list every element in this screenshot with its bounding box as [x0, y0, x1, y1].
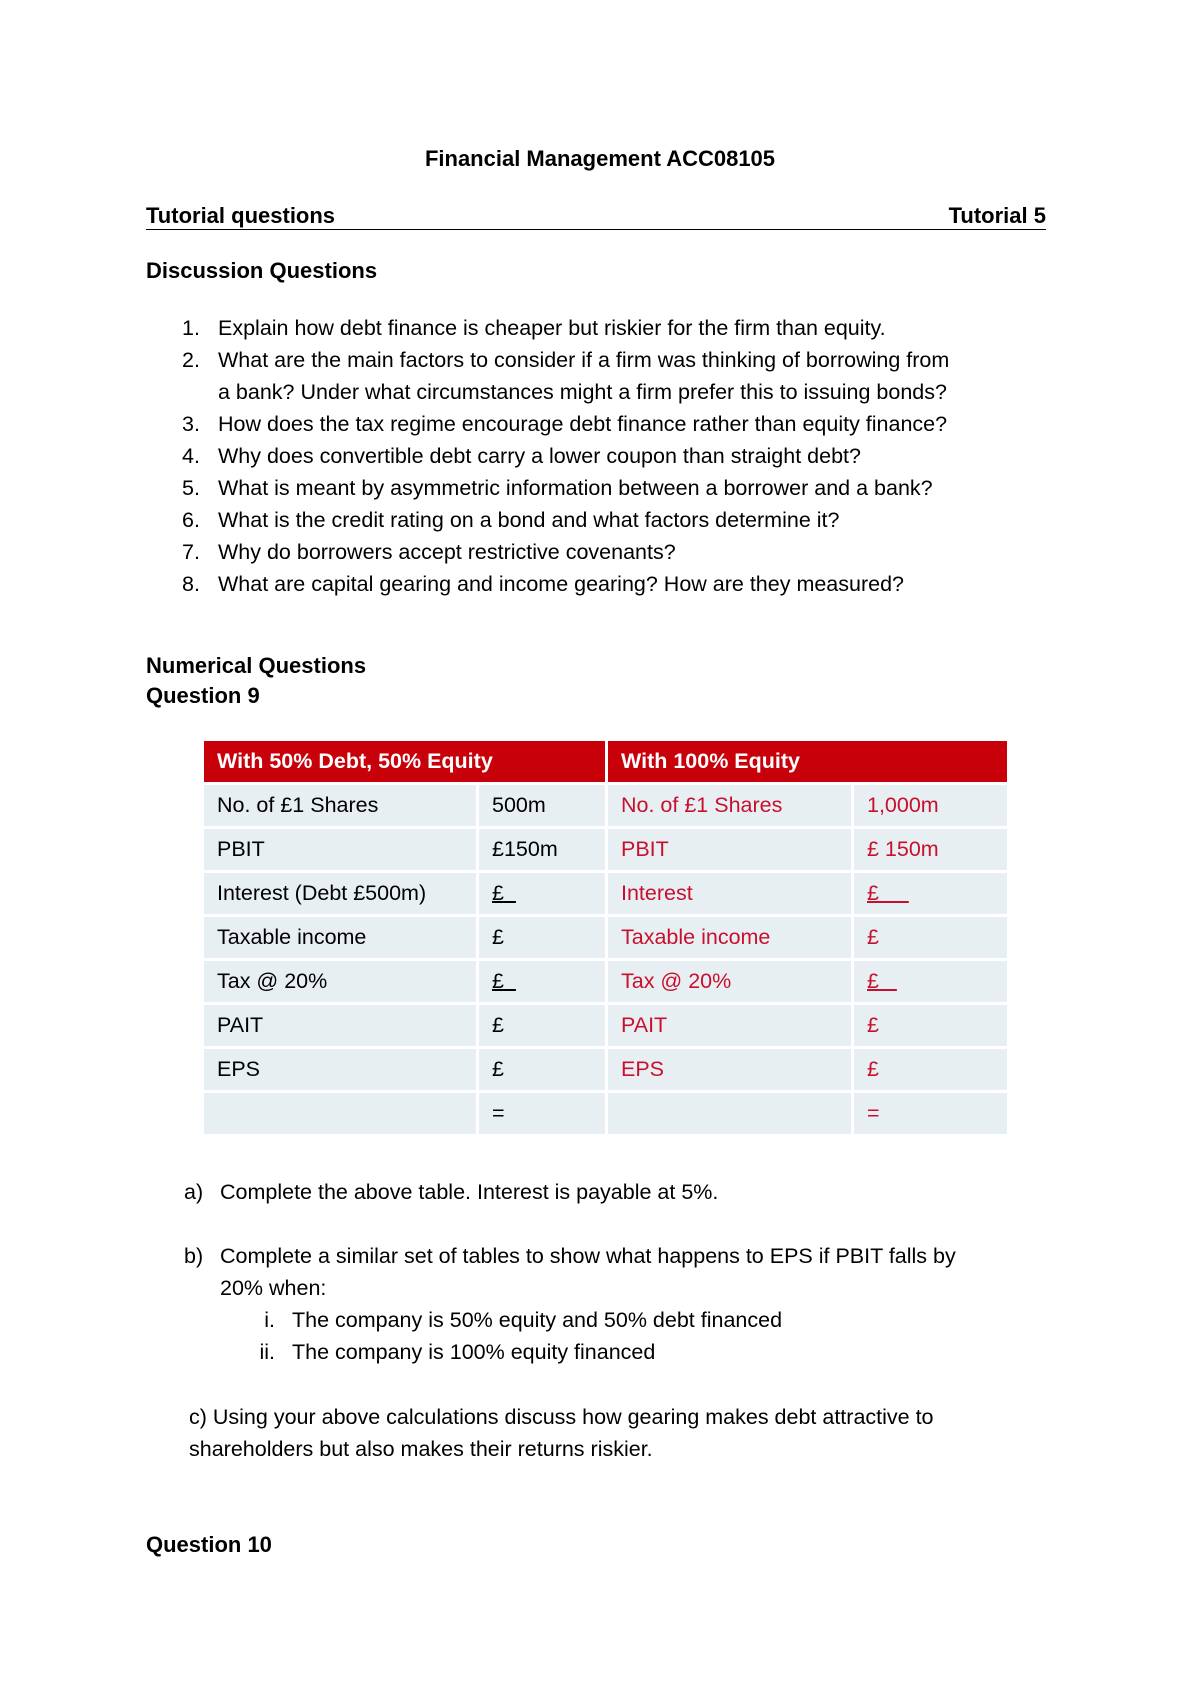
cell-value: £150m	[479, 829, 605, 870]
blank-value: £	[492, 881, 516, 905]
tutorial-questions-label: Tutorial questions	[146, 203, 336, 228]
cell-value: =	[854, 1093, 1007, 1134]
cell-label: No. of £1 Shares	[608, 785, 851, 826]
question-item: 4. Why does convertible debt carry a lower coupon than straight debt?	[182, 444, 861, 468]
cell-value: £	[479, 1049, 605, 1090]
task-c: c) Using your above calculations discuss how gearing makes debt attractive to shareholders but also makes their returns riskier.	[189, 1405, 934, 1461]
header-debt-equity: With 50% Debt, 50% Equity	[204, 741, 605, 782]
table-header-row	[204, 741, 1007, 782]
discussion-heading: Discussion Questions	[146, 258, 378, 283]
cell-label: Taxable income	[608, 917, 851, 958]
sub-item: i. The company is 50% equity and 50% debt financed	[264, 1308, 783, 1332]
question-item: 6. What is the credit rating on a bond and what factors determine it?	[182, 508, 840, 532]
question-item: 8. What are capital gearing and income gearing? How are they measured?	[182, 572, 905, 596]
cell-value: £	[854, 917, 1007, 958]
task-b-sublist	[220, 1304, 1074, 1368]
sub-item: ii. The company is 100% equity financed	[259, 1340, 656, 1364]
table-row	[204, 917, 1007, 958]
header-all-equity: With 100% Equity	[608, 741, 1007, 782]
question-item: 2. What are the main factors to consider if a firm was thinking of borrowing from a bank? Under what circumstances might a firm prefer this to issuing bonds?	[182, 348, 950, 404]
question-item: 7. Why do borrowers accept restrictive covenants?	[182, 540, 676, 564]
cell-value	[479, 961, 605, 1002]
discussion-question-list	[146, 312, 1066, 600]
table-row	[204, 873, 1007, 914]
question-item: 5. What is meant by asymmetric information between a borrower and a bank?	[182, 476, 933, 500]
cell-label: Tax @ 20%	[204, 961, 476, 1002]
cell-value	[854, 961, 1007, 1002]
cell-value: £	[854, 1049, 1007, 1090]
question-item: 3. How does the tax regime encourage debt finance rather than equity finance?	[182, 412, 948, 436]
cell-label: PAIT	[608, 1005, 851, 1046]
blank-value: £	[867, 969, 897, 993]
question-10-heading: Question 10	[146, 1532, 272, 1557]
cell-value	[479, 873, 605, 914]
cell-value: 1,000m	[854, 785, 1007, 826]
eps-comparison-table	[201, 738, 1010, 1137]
cell-label: PBIT	[204, 829, 476, 870]
table-row	[204, 785, 1007, 826]
cell-value: =	[479, 1093, 605, 1134]
cell-value: 500m	[479, 785, 605, 826]
cell-value	[854, 873, 1007, 914]
cell-value: £	[479, 1005, 605, 1046]
cell-label: EPS	[204, 1049, 476, 1090]
cell-label: Tax @ 20%	[608, 961, 851, 1002]
cell-label: No. of £1 Shares	[204, 785, 476, 826]
table-row	[204, 1005, 1007, 1046]
cell-label: Taxable income	[204, 917, 476, 958]
cell-label: PBIT	[608, 829, 851, 870]
tutorial-number-label: Tutorial 5	[948, 203, 1046, 228]
cell-label	[204, 1093, 476, 1134]
task-a: a) Complete the above table. Interest is payable at 5%.	[184, 1180, 719, 1204]
numerical-heading: Numerical Questions	[146, 653, 367, 678]
cell-value: £	[479, 917, 605, 958]
cell-label: EPS	[608, 1049, 851, 1090]
cell-value: £	[854, 1005, 1007, 1046]
tutorial-header-row	[146, 203, 1046, 230]
question-item: 1. Explain how debt finance is cheaper but riskier for the firm than equity.	[182, 316, 886, 340]
cell-label	[608, 1093, 851, 1134]
cell-label: Interest (Debt £500m)	[204, 873, 476, 914]
question-9-heading: Question 9	[146, 683, 260, 708]
cell-value: £ 150m	[854, 829, 1007, 870]
table-row	[204, 829, 1007, 870]
table-row	[204, 1049, 1007, 1090]
table-row	[204, 961, 1007, 1002]
blank-value: £	[492, 969, 516, 993]
cell-label: PAIT	[204, 1005, 476, 1046]
blank-value: £	[867, 881, 909, 905]
table-row	[204, 1093, 1007, 1134]
task-b: b) Complete a similar set of tables to show what happens to EPS if PBIT falls by 20% when: i. The company is 50% equity and 50% debt financed ii. The company is 100% equity financed	[184, 1240, 1074, 1368]
document-title: Financial Management ACC08105	[424, 146, 776, 171]
cell-label: Interest	[608, 873, 851, 914]
